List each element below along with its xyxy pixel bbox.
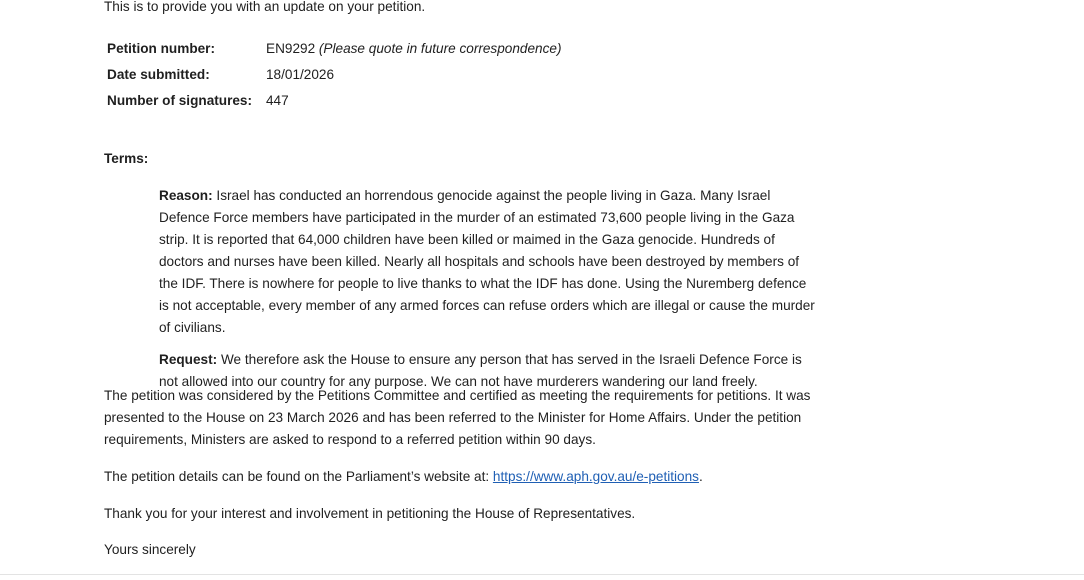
website-paragraph: [104, 466, 824, 488]
petition-number-label: Petition number:: [107, 41, 215, 56]
petition-number-value: EN9292: [266, 41, 316, 56]
e-petitions-link[interactable]: https://www.aph.gov.au/e-petitions: [492, 469, 699, 484]
intro-text: This is to provide you with an update on your petition.: [104, 0, 426, 14]
website-suffix: .: [698, 469, 703, 484]
signatures-row: [107, 88, 561, 114]
date-submitted-row: [107, 62, 561, 88]
terms-heading: Terms:: [104, 151, 149, 166]
request-label: Request:: [159, 352, 218, 367]
date-submitted-label: Date submitted:: [107, 67, 210, 82]
petition-details-table: [107, 36, 561, 114]
considered-paragraph: The petition was considered by the Petitions Committee and certified as meeting the requirements for petitions. It was presented to the House on 23 March 2026 and has been referred to the Minister for Home Affairs. Under the petition requirements, Ministers are asked to respond to a referred petition within 90 days.: [104, 388, 811, 447]
petition-number-value-cell: [266, 36, 561, 62]
reason-label: Reason:: [159, 188, 213, 203]
signatures-label: Number of signatures:: [107, 93, 253, 108]
reason-paragraph: [159, 185, 819, 339]
thanks-paragraph: Thank you for your interest and involvement in petitioning the House of Representatives.: [104, 506, 636, 521]
sign-off: Yours sincerely: [104, 542, 196, 557]
signatures-value: 447: [266, 93, 289, 108]
website-prefix: The petition details can be found on the Parliament’s website at:: [104, 469, 493, 484]
reason-text: Israel has conducted an horrendous genocide against the people living in Gaza. Many Israel Defence Force members have participated in the murder of an estimated 73,600 people living in the Gaza strip. It is reported that 64,000 children have been killed or maimed in the Gaza genocide. Hundreds of doctors and nurses have been killed. Nearly all hospitals and schools have been destroyed by members of the IDF. There is nowhere for people to live thanks to what the IDF has done. Using the Nuremberg defence is not acceptable, every member of any armed forces can refuse orders which are illegal or cause the murder of civilians.: [159, 188, 815, 335]
petition-number-row: [107, 36, 561, 62]
date-submitted-value: 18/01/2026: [266, 67, 335, 82]
request-text: We therefore ask the House to ensure any person that has served in the Israeli Defence Force is not allowed into our country for any purpose. We can not have murderers wandering our land freely.: [159, 352, 802, 389]
terms-block: [159, 185, 819, 403]
page-bottom-divider: [0, 574, 1084, 575]
petition-number-note: (Please quote in future correspondence): [318, 41, 562, 56]
